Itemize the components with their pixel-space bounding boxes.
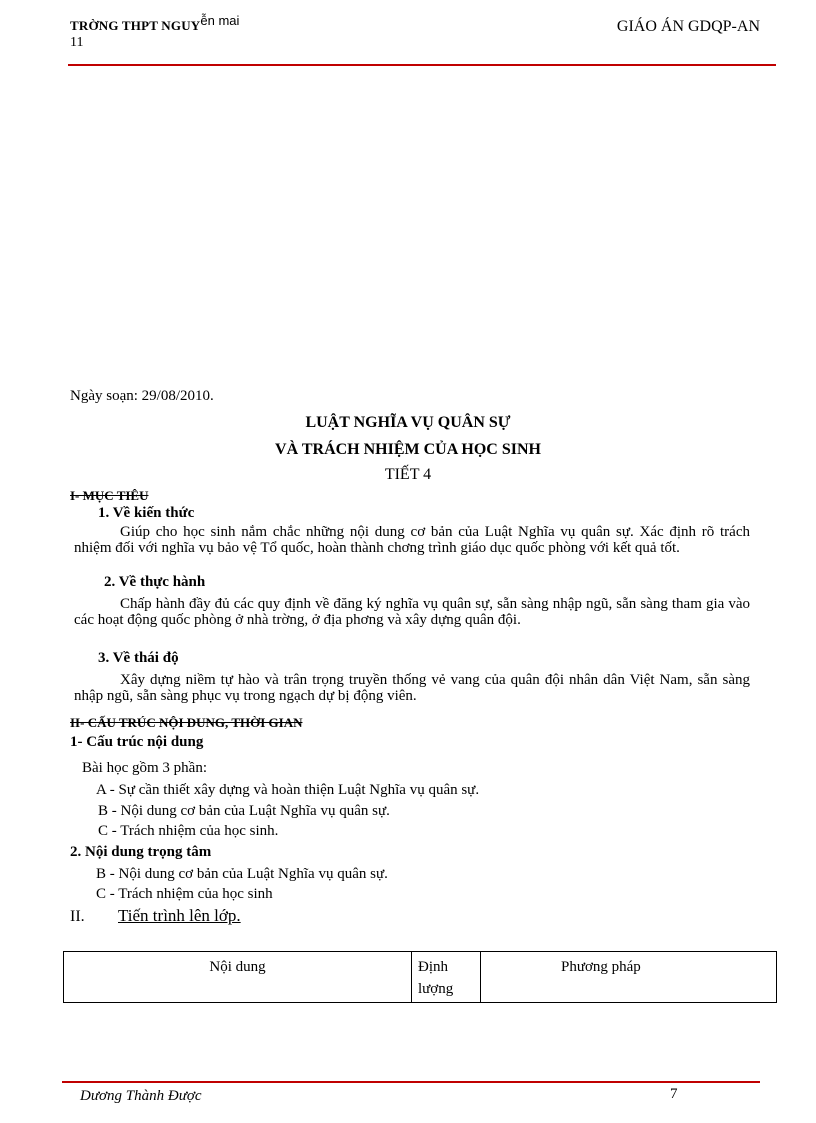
footer-divider xyxy=(62,1081,760,1083)
grade: 11 xyxy=(70,35,84,50)
table-header-content: Nội dung xyxy=(64,952,412,1003)
header-school xyxy=(70,13,240,51)
lesson-process-title: Tiến trình lên lớp. xyxy=(118,906,241,925)
table-row xyxy=(64,952,777,1003)
attitude-title: 3. Về thái độ xyxy=(98,650,179,666)
structure-part-a: A - Sự cần thiết xây dựng và hoàn thiện Luật Nghĩa vụ quân sự. xyxy=(96,782,480,798)
lesson-process-number: II. xyxy=(70,908,85,925)
lesson-title-line1: LUẬT NGHĨA VỤ QUÂN SỰ xyxy=(305,414,511,431)
table-header-method: Phương pháp xyxy=(481,952,777,1003)
attitude-text: Xây dựng niềm tự hào và trân trọng truyền thống vẻ vang của quân đội nhân dân Việt Nam, sẵn sàng nhập ngũ, sẵn sàng phục vụ trong ngạch dự bị động viên. xyxy=(74,672,750,704)
structure-part-b: B - Nội dung cơ bản của Luật Nghĩa vụ quân sự. xyxy=(98,803,390,819)
lesson-process-heading xyxy=(70,906,241,926)
table-header-duration: Định lượng xyxy=(412,952,481,1003)
lesson-table xyxy=(63,951,777,1003)
header-subject: GIÁO ÁN GDQP-AN xyxy=(616,18,760,35)
prep-date: Ngày soạn: 29/08/2010. xyxy=(70,388,214,404)
lesson-title-line2: VÀ TRÁCH NHIỆM CỦA HỌC SINH xyxy=(275,441,541,458)
focus-title: 2. Nội dung trọng tâm xyxy=(70,844,212,860)
lesson-period: TIẾT 4 xyxy=(384,466,432,483)
section-objectives-heading: I- MỤC TIÊU xyxy=(70,488,149,503)
knowledge-text: Giúp cho học sinh nắm chắc những nội dung cơ bản của Luật Nghĩa vụ quân sự. Xác định rõ trách nhiệm đối với nghĩa vụ bảo vệ Tổ quốc, hoàn thành chơng trình giáo dục quốc phòng với kết quả tốt. xyxy=(74,524,750,556)
school-name: TRỜNG THPT NGUY xyxy=(70,18,201,33)
practice-text: Chấp hành đầy đủ các quy định về đăng ký nghĩa vụ quân sự, sẵn sàng nhập ngũ, sẵn sàng tham gia vào các hoạt động quốc phòng ở nhà trờng, ở địa phơng và xây dựng quân đội. xyxy=(74,596,750,628)
knowledge-title: 1. Về kiến thức xyxy=(98,505,195,521)
section-structure-heading: II- CẤU TRÚC NỘI DUNG, THỜI GIAN xyxy=(70,715,303,730)
practice-title: 2. Về thực hành xyxy=(104,574,206,590)
header-divider xyxy=(68,64,776,66)
focus-item-c: C - Trách nhiệm của học sinh xyxy=(96,886,273,902)
structure-title: 1- Cấu trúc nội dung xyxy=(70,734,204,750)
page-number: 7 xyxy=(670,1086,678,1102)
structure-intro: Bài học gồm 3 phần: xyxy=(82,760,207,776)
structure-part-c: C - Trách nhiệm của học sinh. xyxy=(98,823,279,839)
focus-item-b: B - Nội dung cơ bản của Luật Nghĩa vụ quân sự. xyxy=(96,866,388,882)
school-name-suffix: ễn mai xyxy=(200,13,240,28)
author-signature: Dương Thành Được xyxy=(80,1088,202,1104)
